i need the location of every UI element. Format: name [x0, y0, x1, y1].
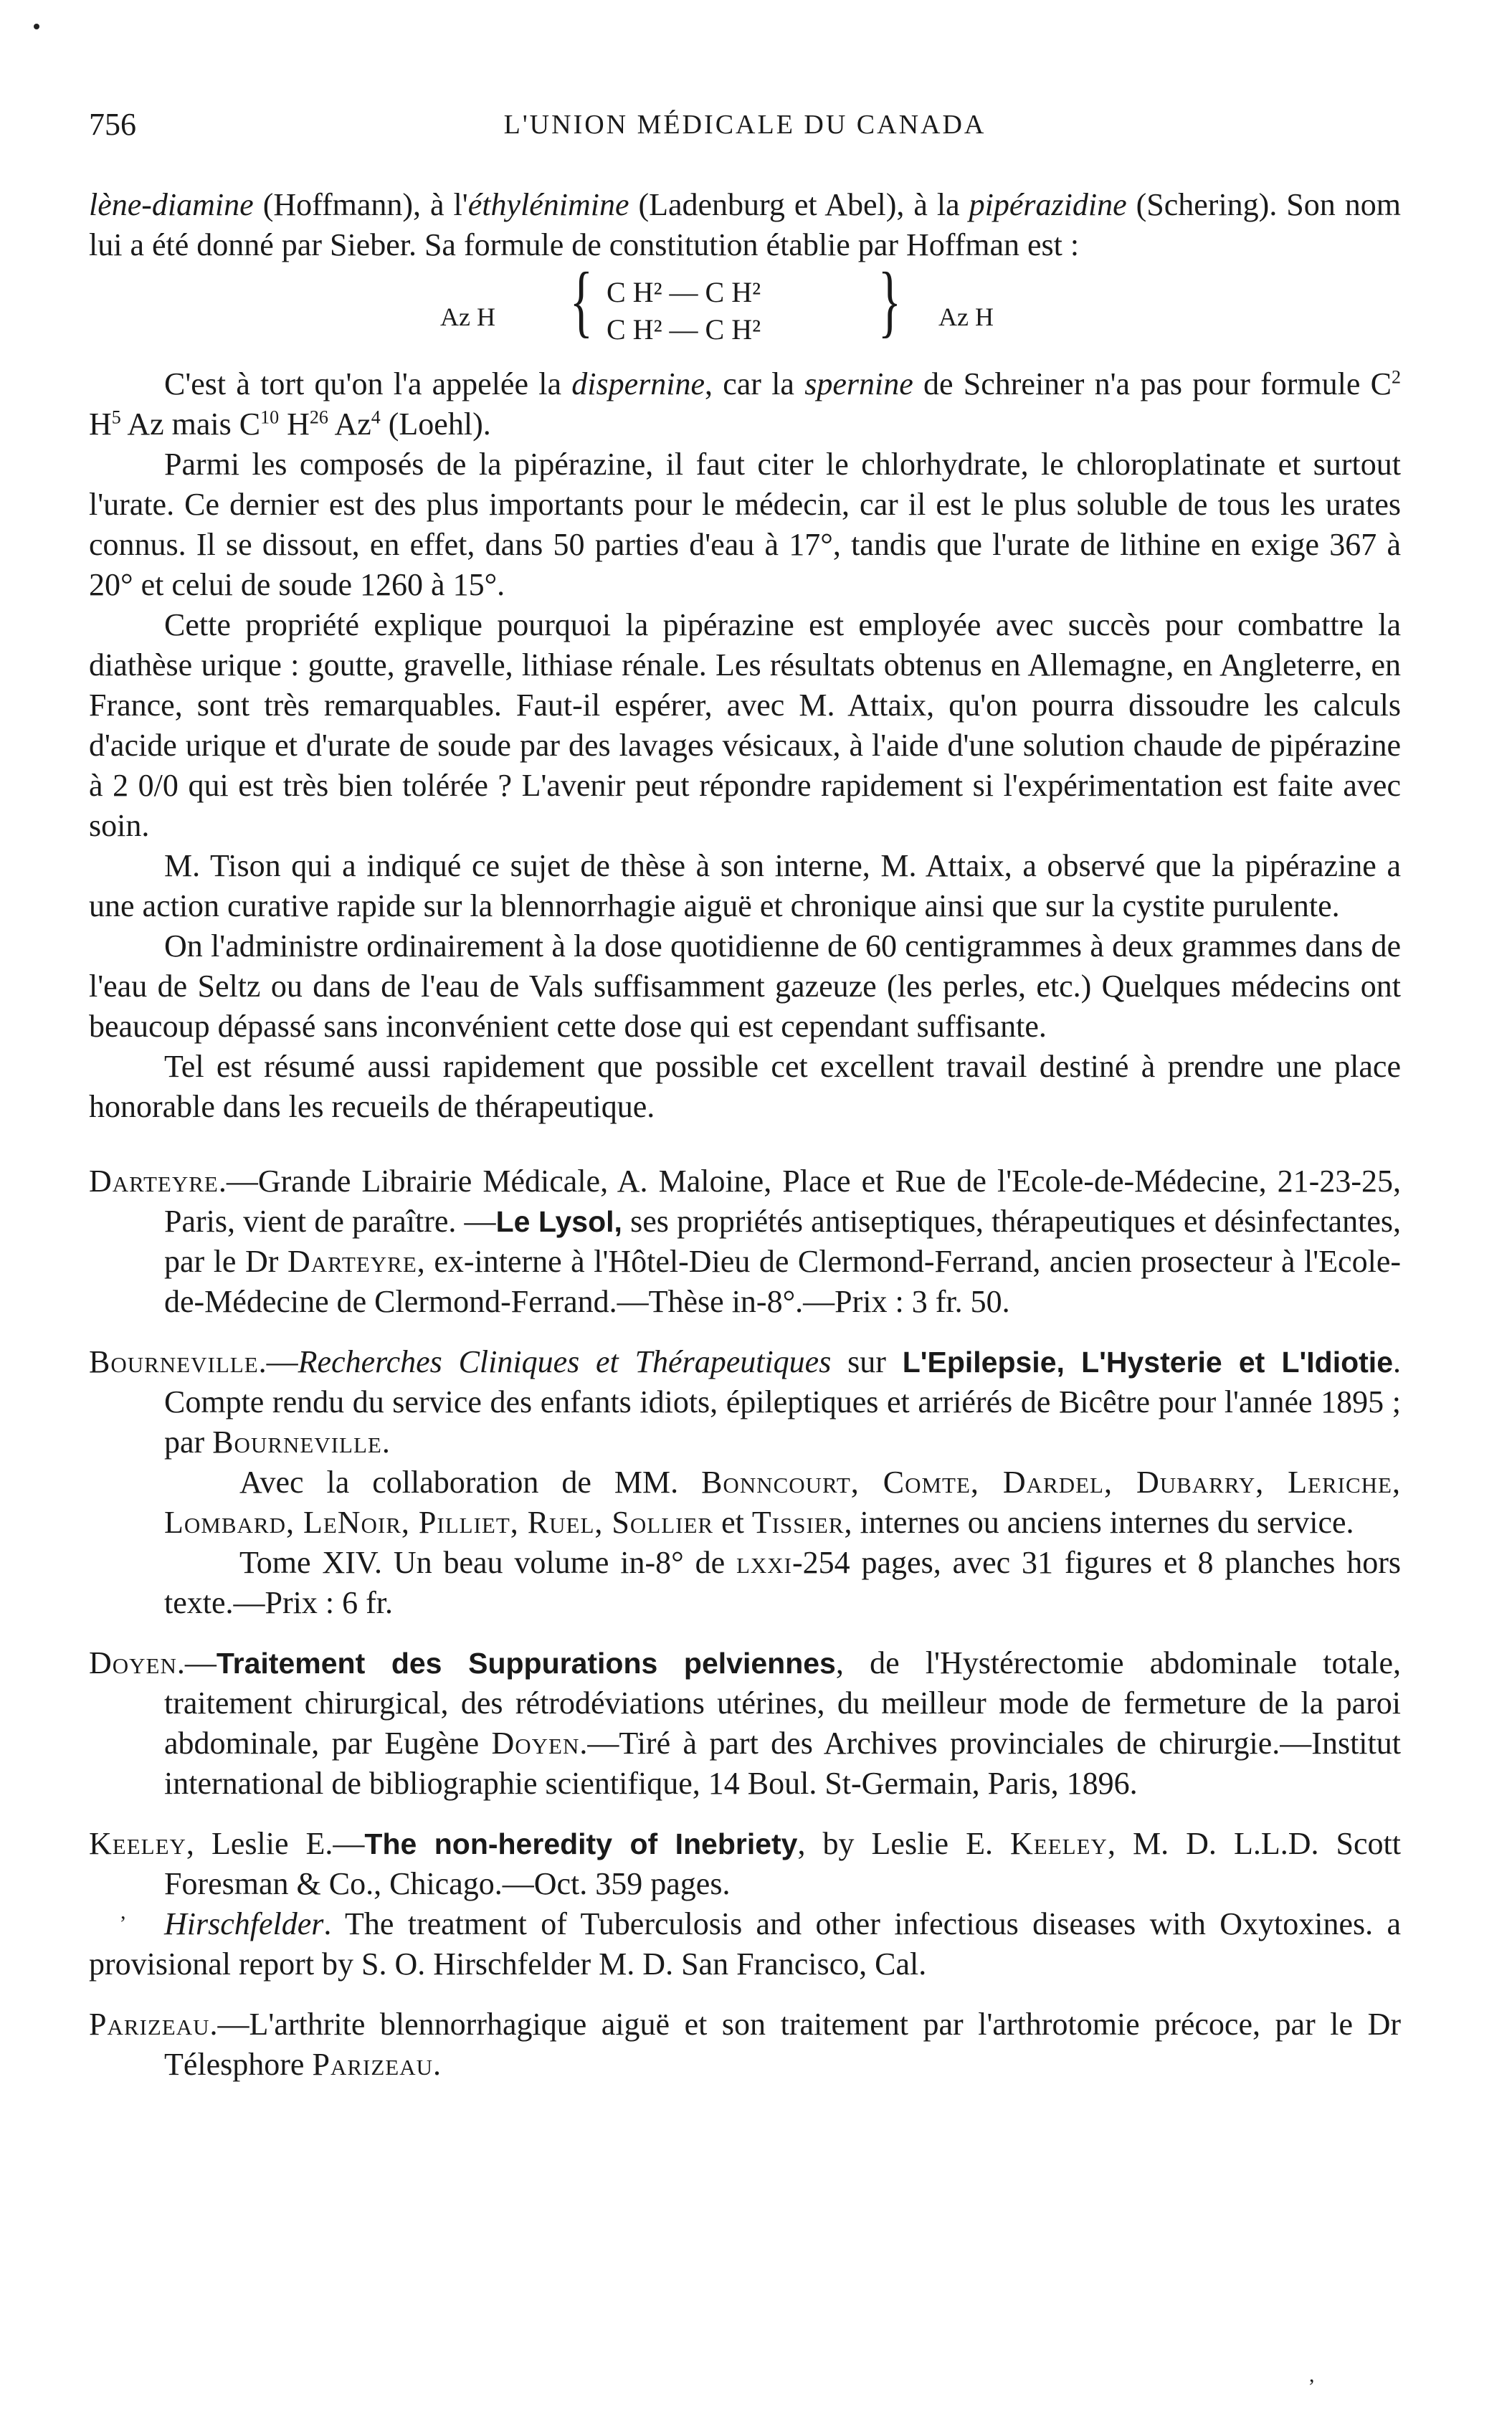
text-run: .	[381, 1425, 390, 1460]
text-run: H	[279, 406, 310, 442]
text-run: , Leslie E.—	[186, 1826, 365, 1861]
formula-right-brace: }	[878, 257, 902, 346]
text-run: , internes ou anciens internes du service.	[844, 1505, 1354, 1540]
paragraph: Cette propriété explique pourquoi la pipérazine est employée avec succès pour combattre la diathèse urique : goutte, gravelle, lithiase rénale. Les résultats obtenus en Allemagne, en Angleterre, en France, sont très remarquables. Faut-il espérer, avec M. Attaix, qu'on pourra dissoudre les calculs d'acide urique et d'urate de soude par des lavages vésicaux, à l'aide d'une solution chaude de pipérazine à 2 0/0 qui est très bien tolérée ? L'avenir peut répondre rapidement si l'expérimentation est faite avec soin.	[89, 607, 1401, 843]
text-run: .—	[258, 1344, 298, 1379]
text-run: sur	[831, 1344, 903, 1379]
text-run: , car la	[705, 366, 805, 401]
paragraph: M. Tison qui a indiqué ce sujet de thèse à son interne, M. Attaix, a observé que la pipérazine a une action curative rapide sur la blennorrhagie aiguë et chronique ainsi que sur la cystite purulente.	[89, 848, 1401, 923]
text-run: Az	[328, 406, 371, 442]
paragraph-continued	[89, 185, 1401, 265]
author-name: Darteyre	[287, 1244, 417, 1279]
entry-author: Bourneville	[89, 1344, 259, 1379]
text-run: .—L'arthrite blennorrhagique aiguë et son traitement par l'arthrotomie précoce, par le Dr Télesphore	[164, 2007, 1401, 2082]
formula-left: Az H	[440, 303, 495, 331]
running-title: L'UNION MÉDICALE DU CANADA	[503, 110, 986, 140]
entry-author: Doyen	[89, 1645, 177, 1680]
author-name: Keeley	[1010, 1826, 1108, 1861]
text-run: ses propriétés antiseptiques, thérapeutiques et désinfectantes, par le Dr	[164, 1204, 1401, 1279]
superscript: 2	[1392, 366, 1401, 388]
collaborator-names: Bonncourt, Comte, Dardel, Dubarry, Leriche, Lombard, LeNoir, Pilliet, Ruel, Sollier	[164, 1465, 1401, 1540]
margin-mark: ,	[1309, 2363, 1315, 2387]
italic-term: lène-diamine	[89, 187, 254, 222]
text-run: , M. D. L.L.D. Scott Foresman & Co., Chicago.—Oct. 359 pages.	[164, 1826, 1401, 1901]
text-run: , de l'Hystérectomie abdominale totale, traitement chirurgical, des rétrodéviations utérines, du meilleur mode de fermeture de la paroi abdominale, par Eugène	[164, 1645, 1401, 1761]
collaborator-name: Tissier	[751, 1505, 845, 1540]
text-run: Az mais C	[120, 406, 261, 442]
entry-title: Le Lysol,	[495, 1205, 622, 1238]
italic-term: éthylénimine	[467, 187, 629, 222]
superscript: 4	[371, 406, 381, 428]
entry-title: Traitement des Suppurations pelviennes	[216, 1647, 836, 1680]
entry-paragraph	[89, 1904, 1401, 1984]
text-run: .	[432, 2047, 441, 2082]
text-run: (Loehl).	[380, 406, 491, 442]
roman-numeral: lxxi	[736, 1545, 793, 1580]
bibliography-entry-darteyre	[89, 1161, 1401, 1322]
formula-row-2: C H² — C H²	[607, 313, 761, 346]
text-run: C'est à tort qu'on l'a appelée la	[164, 366, 572, 401]
text-run: (Ladenburg et Abel), à la	[629, 187, 969, 222]
italic-term: Recherches Cliniques et Thérapeutiques	[298, 1344, 832, 1379]
superscript: 26	[309, 406, 328, 428]
paragraph: On l'administre ordinairement à la dose quotidienne de 60 centigrammes à deux grammes dans de l'eau de Seltz ou dans de l'eau de Vals suffisamment gazeuze (les perles, etc.) Quelques médecins ont beaucoup dépassé sans inconvénient cette dose qui est cependant suffisante.	[89, 928, 1401, 1044]
entry-title: L'Epilepsie, L'Hysterie et L'Idiotie	[902, 1346, 1394, 1379]
text-run: (Schering). Son nom lui a été donné par Sieber. Sa formule de constitution établie par Hoffman est :	[89, 187, 1401, 262]
text-run: .—Tiré à part des Archives provinciales de chirurgie.—Institut international de bibliographie scientifique, 14 Boul. St-Germain, Paris, 1896.	[164, 1726, 1401, 1801]
text-run: . The treatment of Tuberculosis and other infectious diseases with Oxytoxines. a provisional report by S. O. Hirschfelder M. D. San Francisco, Cal.	[89, 1906, 1401, 1982]
entry-author: Keeley	[89, 1826, 186, 1861]
entry-author: Parizeau	[89, 2007, 210, 2042]
author-name: Parizeau	[312, 2047, 433, 2082]
entry-title: The non-heredity of Inebriety	[364, 1827, 798, 1860]
text-run: Avec la collaboration de MM.	[239, 1465, 702, 1500]
entry-paragraph	[89, 1463, 1401, 1543]
paragraph: Tel est résumé aussi rapidement que possible cet excellent travail destiné à prendre une place honorable dans les recueils de thérapeutique.	[89, 1049, 1401, 1124]
page-header	[89, 106, 1401, 156]
page-body	[89, 185, 1401, 2085]
italic-term: spernine	[804, 366, 913, 401]
bibliography-entry-keeley	[89, 1824, 1401, 1904]
paragraph	[89, 364, 1401, 444]
superscript: 5	[111, 406, 121, 428]
superscript: 10	[260, 406, 280, 428]
formula-right: Az H	[938, 303, 994, 331]
text-run: de Schreiner n'a pas pour formule C	[913, 366, 1392, 401]
text-run: H	[89, 406, 112, 442]
paragraph: Parmi les composés de la pipérazine, il faut citer le chlorhydrate, le chloroplatinate et surtout l'urate. Ce dernier est des plus importants pour le médecin, car il est le plus soluble de tous les urates connus. Il se dissout, en effet, dans 50 parties d'eau à 17°, tandis que l'urate de lithine en exige 367 à 20° et celui de soude 1260 à 15°.	[89, 447, 1401, 602]
text-run: , by Leslie E.	[797, 1826, 1011, 1861]
bibliography-entry-parizeau	[89, 2004, 1401, 2085]
text-run: .—Grande Librairie Médicale, A. Maloine, Place et Rue de l'Ecole-de-Médecine, 21-23-25, Paris, vient de paraître. —	[164, 1164, 1401, 1239]
text-run: et	[713, 1505, 752, 1540]
text-run: (Hoffmann), à l'	[253, 187, 468, 222]
bibliography-entry-bourneville	[89, 1342, 1401, 1463]
chemical-formula	[89, 257, 1401, 354]
entry-author: Darteyre	[89, 1164, 219, 1199]
formula-row-1: C H² — C H²	[607, 276, 761, 308]
italic-term: pipérazidine	[969, 187, 1127, 222]
text-run: Tome XIV. Un beau volume in-8° de	[239, 1545, 736, 1580]
italic-term: dispernine	[571, 366, 705, 401]
margin-mark: ,	[120, 1900, 126, 1923]
ink-speck	[34, 24, 39, 29]
entry-paragraph	[89, 1543, 1401, 1623]
text-run: . Compte rendu du service des enfants idiots, épileptiques et arriérés de Bicêtre pour l'année 1895 ; par	[164, 1344, 1402, 1460]
bibliography-entry-doyen	[89, 1643, 1401, 1804]
text-run: -254 pages, avec 31 figures et 8 planches hors texte.—Prix : 6 fr.	[164, 1545, 1402, 1620]
author-name: Doyen	[491, 1726, 580, 1761]
author-name: Bourneville	[212, 1425, 382, 1460]
text-run: , ex-interne à l'Hôtel-Dieu de Clermond-Ferrand, ancien prosecteur à l'Ecole-de-Médecine de Clermond-Ferrand.—Thèse in-8°.—Prix : 3 fr. 50.	[164, 1244, 1401, 1319]
formula-left-brace: {	[569, 257, 594, 346]
page-number: 756	[89, 107, 136, 142]
italic-term: Hirschfelder	[164, 1906, 324, 1941]
text-run: .—	[176, 1645, 217, 1680]
